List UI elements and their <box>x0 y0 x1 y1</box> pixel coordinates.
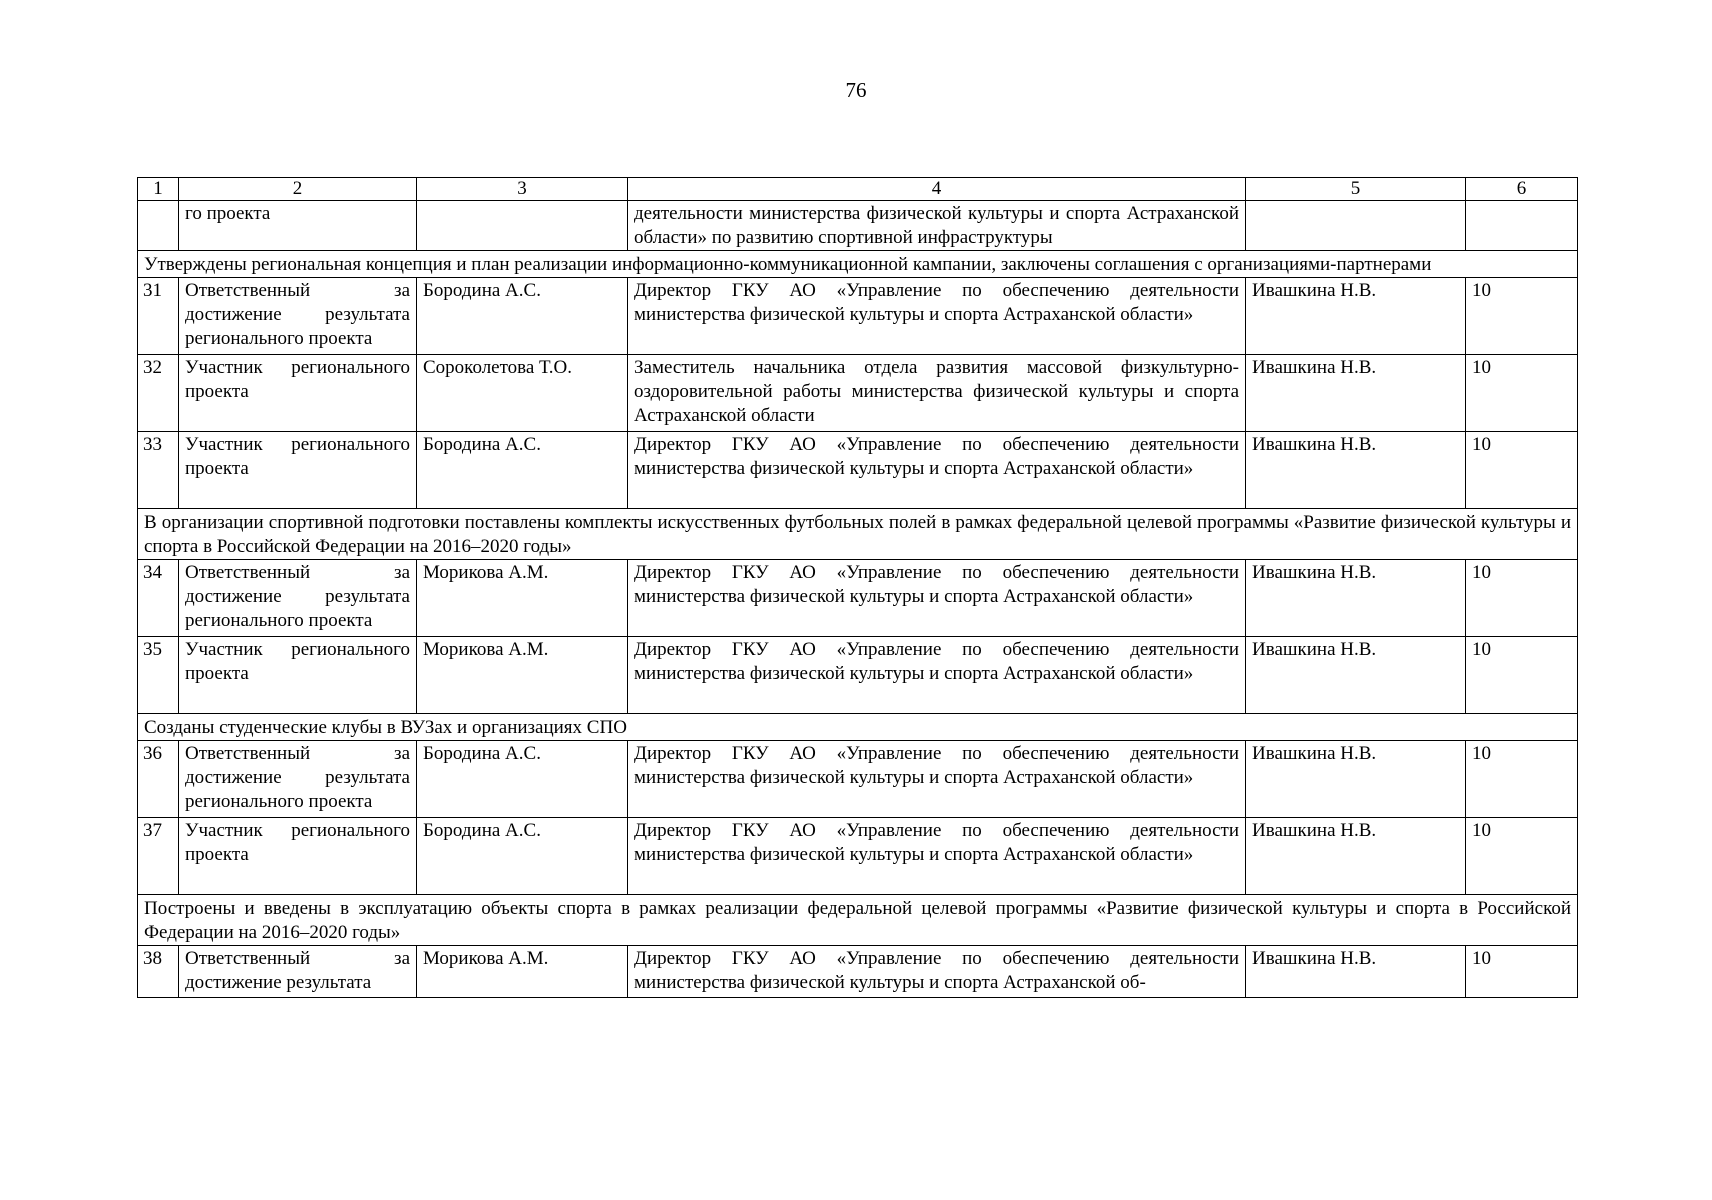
table-row <box>138 637 1578 714</box>
row-role: Участник регионального проекта <box>179 355 417 432</box>
header-col-6: 6 <box>1466 178 1578 201</box>
row-name: Морикова А.М. <box>417 637 628 714</box>
header-col-2: 2 <box>179 178 417 201</box>
row-number: 38 <box>138 946 179 998</box>
row-position: Директор ГКУ АО «Управление по обеспечению деятельности министерства физической культуры и спорта Астраханской области» <box>628 560 1246 637</box>
row-number: 35 <box>138 637 179 714</box>
table-row <box>138 560 1578 637</box>
row-supervisor: Ивашкина Н.В. <box>1246 560 1466 637</box>
row-supervisor: Ивашкина Н.В. <box>1246 355 1466 432</box>
row-supervisor: Ивашкина Н.В. <box>1246 278 1466 355</box>
row-percent: 10 <box>1466 818 1578 895</box>
row-position: Директор ГКУ АО «Управление по обеспечению деятельности министерства физической культуры и спорта Астраханской области» <box>628 741 1246 818</box>
row-position: Директор ГКУ АО «Управление по обеспечению деятельности министерства физической культуры и спорта Астраханской области» <box>628 432 1246 509</box>
continuation-supervisor <box>1246 201 1466 251</box>
continuation-role: го проекта <box>179 201 417 251</box>
table-row <box>138 278 1578 355</box>
row-role: Ответственный за достижение результата <box>179 946 417 998</box>
row-role: Участник регионального проекта <box>179 818 417 895</box>
row-supervisor: Ивашкина Н.В. <box>1246 432 1466 509</box>
continuation-percent <box>1466 201 1578 251</box>
row-name: Бородина А.С. <box>417 818 628 895</box>
section-title: Созданы студенческие клубы в ВУЗах и организациях СПО <box>138 714 1578 741</box>
row-name: Бородина А.С. <box>417 432 628 509</box>
row-number: 33 <box>138 432 179 509</box>
row-number: 34 <box>138 560 179 637</box>
row-position: Директор ГКУ АО «Управление по обеспечению деятельности министерства физической культуры и спорта Астраханской области» <box>628 818 1246 895</box>
row-name: Морикова А.М. <box>417 946 628 998</box>
row-percent: 10 <box>1466 946 1578 998</box>
row-name: Бородина А.С. <box>417 741 628 818</box>
row-supervisor: Ивашкина Н.В. <box>1246 741 1466 818</box>
row-name: Сороколетова Т.О. <box>417 355 628 432</box>
row-number: 37 <box>138 818 179 895</box>
section-title: Построены и введены в эксплуатацию объекты спорта в рамках реализации федеральной целевой программы «Развитие физической культуры и спорта в Российской Федерации на 2016–2020 годы» <box>138 895 1578 946</box>
row-role: Участник регионального проекта <box>179 432 417 509</box>
table-row <box>138 818 1578 895</box>
row-position: Директор ГКУ АО «Управление по обеспечению деятельности министерства физической культуры и спорта Астраханской области» <box>628 278 1246 355</box>
row-percent: 10 <box>1466 432 1578 509</box>
row-name: Бородина А.С. <box>417 278 628 355</box>
row-percent: 10 <box>1466 560 1578 637</box>
row-number: 36 <box>138 741 179 818</box>
continuation-name <box>417 201 628 251</box>
row-position: Заместитель начальника отдела развития массовой физкультурно-оздоровительной работы министерства физической культуры и спорта Астраханской области <box>628 355 1246 432</box>
table-row <box>138 355 1578 432</box>
row-number: 31 <box>138 278 179 355</box>
row-position: Директор ГКУ АО «Управление по обеспечению деятельности министерства физической культуры и спорта Астраханской об- <box>628 946 1246 998</box>
continuation-position: деятельности министерства физической культуры и спорта Астраханской области» по развитию спортивной инфраструктуры <box>628 201 1246 251</box>
header-col-4: 4 <box>628 178 1246 201</box>
section-row <box>138 251 1578 278</box>
row-supervisor: Ивашкина Н.В. <box>1246 818 1466 895</box>
row-position: Директор ГКУ АО «Управление по обеспечению деятельности министерства физической культуры и спорта Астраханской области» <box>628 637 1246 714</box>
row-percent: 10 <box>1466 355 1578 432</box>
row-number: 32 <box>138 355 179 432</box>
table-row <box>138 946 1578 998</box>
responsibility-table <box>137 177 1578 998</box>
continuation-row <box>138 201 1578 251</box>
section-row <box>138 714 1578 741</box>
header-col-1: 1 <box>138 178 179 201</box>
row-role: Участник регионального проекта <box>179 637 417 714</box>
section-title: Утверждены региональная концепция и план реализации информационно-коммуникационной кампании, заключены соглашения с организациями-партнерами <box>138 251 1578 278</box>
header-col-3: 3 <box>417 178 628 201</box>
row-supervisor: Ивашкина Н.В. <box>1246 637 1466 714</box>
header-col-5: 5 <box>1246 178 1466 201</box>
table-row <box>138 432 1578 509</box>
section-row <box>138 895 1578 946</box>
row-percent: 10 <box>1466 637 1578 714</box>
row-role: Ответственный за достижение результата регионального проекта <box>179 741 417 818</box>
row-name: Морикова А.М. <box>417 560 628 637</box>
section-row <box>138 509 1578 560</box>
row-role: Ответственный за достижение результата регионального проекта <box>179 560 417 637</box>
row-percent: 10 <box>1466 741 1578 818</box>
table-row <box>138 741 1578 818</box>
row-supervisor: Ивашкина Н.В. <box>1246 946 1466 998</box>
header-row <box>138 178 1578 201</box>
row-role: Ответственный за достижение результата регионального проекта <box>179 278 417 355</box>
continuation-num <box>138 201 179 251</box>
page-number: 76 <box>845 78 867 102</box>
row-percent: 10 <box>1466 278 1578 355</box>
section-title: В организации спортивной подготовки поставлены комплекты искусственных футбольных полей в рамках федеральной целевой программы «Развитие физической культуры и спорта в Российской Федерации на 2016–2020 годы» <box>138 509 1578 560</box>
